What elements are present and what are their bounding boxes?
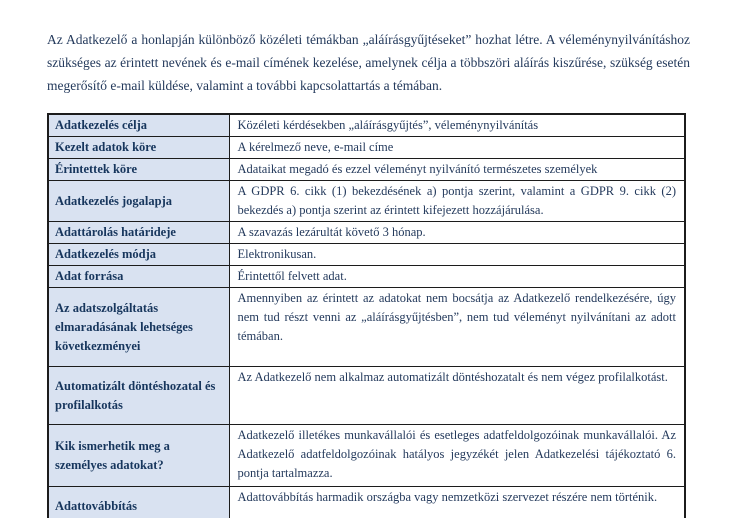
row-label: Kik ismerhetik meg a személyes adatokat? — [48, 425, 229, 487]
row-label: Érintettek köre — [48, 159, 229, 181]
row-value: Az Adatkezelő nem alkalmaz automatizált döntéshozatalt és nem végez profilalkotást. — [229, 367, 685, 425]
row-label: Adattárolás határideje — [48, 222, 229, 244]
row-label: Kezelt adatok köre — [48, 137, 229, 159]
table-body — [48, 114, 685, 518]
row-label: Az adatszolgáltatás elmaradásának lehetséges következményei — [48, 288, 229, 367]
table-row — [48, 244, 685, 266]
row-label: Automatizált döntéshozatal és profilalkotás — [48, 367, 229, 425]
row-value: Adatkezelő illetékes munkavállalói és esetleges adatfeldolgozóinak munkavállalói. Az Adatkezelő adatfeldolgozóinak hatályos jegyzékét jelen Adatkezelési tájékoztató 6. pontja tartalmazza. — [229, 425, 685, 487]
table-row — [48, 137, 685, 159]
table-row — [48, 181, 685, 222]
row-label: Adatkezelés célja — [48, 114, 229, 137]
table-row — [48, 266, 685, 288]
table-row — [48, 159, 685, 181]
row-label: Adat forrása — [48, 266, 229, 288]
intro-paragraph: Az Adatkezelő a honlapján különböző közéleti témákban „aláírásgyűjtéseket” hozhat létre. A véleménynyilvánításhoz szükséges az érintett nevének és e-mail címének kezelése, amelynek célja a többszöri aláírás kiszűrése, szükség esetén megerősítő e-mail küldése, valamint a további kapcsolattartás a témában. — [47, 32, 690, 93]
data-processing-table — [47, 113, 686, 518]
row-value: A kérelmező neve, e-mail címe — [229, 137, 685, 159]
row-value: Elektronikusan. — [229, 244, 685, 266]
row-value: A GDPR 6. cikk (1) bekezdésének a) pontja szerint, valamint a GDPR 9. cikk (2) bekezdés a) pontja szerint az érintett kifejezett hozzájárulása. — [229, 181, 685, 222]
row-value: Érintettől felvett adat. — [229, 266, 685, 288]
row-value: A szavazás lezárultát követő 3 hónap. — [229, 222, 685, 244]
table-row — [48, 487, 685, 518]
row-label: Adatkezelés módja — [48, 244, 229, 266]
row-value: Adattovábbítás harmadik országba vagy nemzetközi szervezet részére nem történik. — [229, 487, 685, 518]
table-row — [48, 367, 685, 425]
row-value: Adataikat megadó és ezzel véleményt nyilvánító természetes személyek — [229, 159, 685, 181]
row-value: Közéleti kérdésekben „aláírásgyűjtés”, véleménynyilvánítás — [229, 114, 685, 137]
table-row — [48, 425, 685, 487]
table-row — [48, 114, 685, 137]
row-label: Adattovábbítás — [48, 487, 229, 518]
table-row — [48, 222, 685, 244]
row-value: Amennyiben az érintett az adatokat nem bocsátja az Adatkezelő rendelkezésére, úgy nem tud részt venni az „aláírásgyűjtésben”, nem tud véleményt nyilvánítani az adott témában. — [229, 288, 685, 367]
table-row — [48, 288, 685, 367]
row-label: Adatkezelés jogalapja — [48, 181, 229, 222]
